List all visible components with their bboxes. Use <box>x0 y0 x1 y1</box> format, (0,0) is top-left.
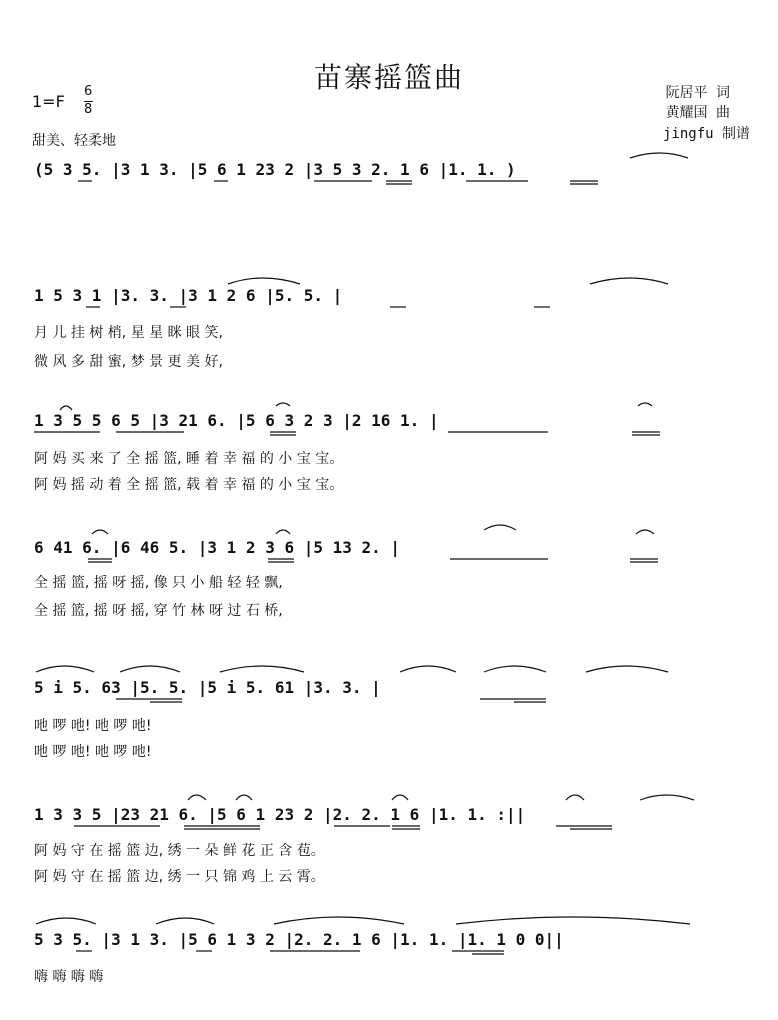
tie-mark <box>228 278 300 284</box>
time-signature-top: 6 <box>84 84 93 99</box>
lyric-verse-1-line-2: 阿 妈 买 来 了 全 摇 篮, 睡 着 幸 福 的 小 宝 宝。 <box>34 451 344 467</box>
tempo-marking: 甜美、轻柔地 <box>32 133 116 149</box>
tie-mark <box>60 406 72 410</box>
notation-line-coda: 5 3 5. |3 1 3. |5 6 1 3 2 |2. 2. 1 6 |1. 1. |1. 1 0 0|| <box>34 930 564 949</box>
lyric-verse-2-line-2: 阿 妈 摇 动 着 全 摇 篮, 载 着 幸 福 的 小 宝 宝。 <box>34 477 344 493</box>
tie-mark <box>400 666 456 672</box>
tie-mark <box>630 153 688 158</box>
tie-mark <box>236 795 252 800</box>
tie-mark <box>188 795 206 800</box>
tie-mark <box>276 530 290 534</box>
engraver-credit: jingfu 制谱 <box>662 126 750 142</box>
lyric-verse-2-line-5: 阿 妈 守 在 摇 篮 边, 绣 一 只 锦 鸡 上 云 霄。 <box>34 869 325 885</box>
tie-mark <box>156 918 214 924</box>
tie-mark <box>640 795 694 800</box>
tie-mark <box>586 666 668 672</box>
key-signature: 1=F <box>32 92 65 111</box>
lyric-verse-2-line-3: 全 摇 篮, 摇 呀 摇, 穿 竹 林 呀 过 石 桥, <box>34 603 283 619</box>
tie-mark <box>636 530 654 534</box>
lyric-verse-2-line-4: 吔 啰 吔! 吔 啰 吔! <box>34 744 152 760</box>
notation-line-5: 1 3 3 5 |23 21 6. |5 6 1 23 2 |2. 2. 1 6 |1. 1. :|| <box>34 805 526 824</box>
notation-line-2: 1 3 5 5 6 5 |3 21 6. |5 6 3 2 3 |2 16 1. | <box>34 411 439 430</box>
tie-mark <box>590 278 668 284</box>
notation-line-3: 6 41 6. |6 46 5. |3 1 2 3 6 |5 13 2. | <box>34 538 401 557</box>
lyric-coda: 嗨 嗨 嗨 嗨 <box>34 969 104 985</box>
lyric-verse-2-line-1: 微 风 多 甜 蜜, 梦 景 更 美 好, <box>34 354 223 370</box>
lyric-verse-1-line-5: 阿 妈 守 在 摇 篮 边, 绣 一 朵 鲜 花 正 含 苞。 <box>34 843 325 859</box>
lyric-verse-1-line-4: 吔 啰 吔! 吔 啰 吔! <box>34 718 152 734</box>
lyric-verse-1-line-3: 全 摇 篮, 摇 呀 摇, 像 只 小 船 轻 轻 飘, <box>34 575 283 591</box>
tie-mark <box>456 917 690 924</box>
tie-mark <box>566 795 584 800</box>
notation-line-intro: (5 3 5. |3 1 3. |5 6 1 23 2 |3 5 3 2. 1 6 |1. 1. ) <box>34 160 516 179</box>
tie-mark <box>276 403 290 406</box>
time-signature-bottom: 8 <box>84 102 93 117</box>
tie-mark <box>36 666 94 672</box>
tie-mark <box>36 918 96 924</box>
composer-credit: 黄耀国 曲 <box>665 105 730 121</box>
tie-mark <box>484 666 546 672</box>
tie-mark <box>484 525 516 530</box>
page-title: 苗寨摇篮曲 <box>313 61 464 94</box>
tie-mark <box>638 403 652 406</box>
notation-line-4: 5 i 5. 63 |5. 5. |5 i 5. 61 |3. 3. | <box>34 678 381 697</box>
notation-line-1: 1 5 3 1 |3. 3. |3 1 2 6 |5. 5. | <box>34 286 343 305</box>
lyricist-credit: 阮居平 词 <box>665 85 730 101</box>
tie-mark <box>392 795 408 800</box>
tie-mark <box>220 666 304 672</box>
tie-mark <box>92 530 108 534</box>
tie-mark <box>274 917 404 924</box>
tie-mark <box>120 666 180 672</box>
lyric-verse-1-line-1: 月 儿 挂 树 梢, 星 星 眯 眼 笑, <box>34 325 223 341</box>
